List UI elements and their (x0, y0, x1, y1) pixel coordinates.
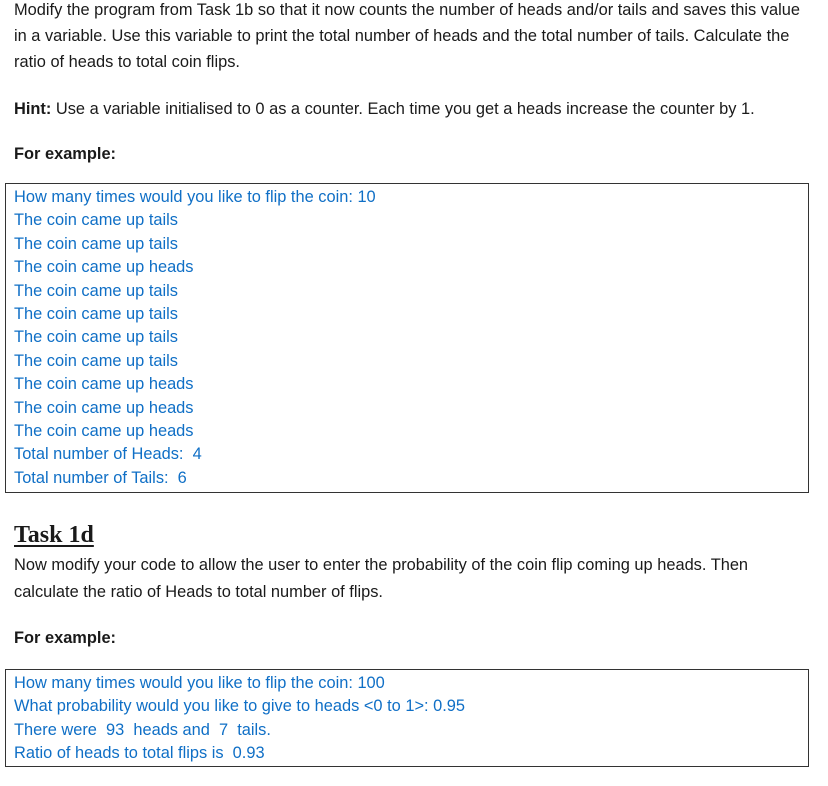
intro-paragraph: Modify the program from Task 1b so that it now counts the number of heads and/or tails and saves this value in a variable. Use this variable to print the total number of heads and the total number of tails. Calculate the ratio of heads to total coin flips. (14, 1, 800, 71)
hint-text: Use a variable initialised to 0 as a counter. Each time you get a heads increase the counter by 1. (51, 100, 755, 118)
task-paragraph: Now modify your code to allow the user to enter the probability of the coin flip coming up heads. Then calculate the ratio of Heads to total number of flips. (14, 556, 749, 601)
output-line: Total number of Heads: 4 (14, 445, 202, 464)
output-line: How many times would you like to flip the coin: 100 (14, 674, 385, 692)
output-line: Total number of Tails: 6 (14, 468, 187, 487)
output-line: The coin came up heads (14, 422, 194, 441)
output-line: Ratio of heads to total flips is 0.93 (14, 744, 265, 763)
example-output-box-2 (5, 669, 809, 767)
hint-label: Hint: (14, 100, 52, 118)
example-label-2: For example: (14, 629, 117, 647)
example-label-1: For example: (14, 145, 117, 163)
output-line: The coin came up tails (14, 351, 178, 370)
example-output-box-1 (5, 183, 809, 493)
output-line: The coin came up tails (14, 211, 178, 230)
output-line: The coin came up heads (14, 258, 194, 277)
task-heading: Task 1d (14, 522, 94, 548)
output-line: The coin came up tails (14, 281, 178, 300)
output-line: The coin came up tails (14, 305, 178, 324)
hint-paragraph (14, 96, 814, 122)
output-line: The coin came up tails (14, 328, 178, 347)
output-line: What probability would you like to give to heads <0 to 1>: 0.95 (14, 697, 466, 716)
output-line: How many times would you like to flip the coin: 10 (14, 188, 376, 206)
output-line: There were 93 heads and 7 tails. (14, 720, 271, 739)
output-line: The coin came up heads (14, 398, 194, 417)
output-line: The coin came up tails (14, 234, 178, 253)
output-line: The coin came up heads (14, 375, 194, 394)
